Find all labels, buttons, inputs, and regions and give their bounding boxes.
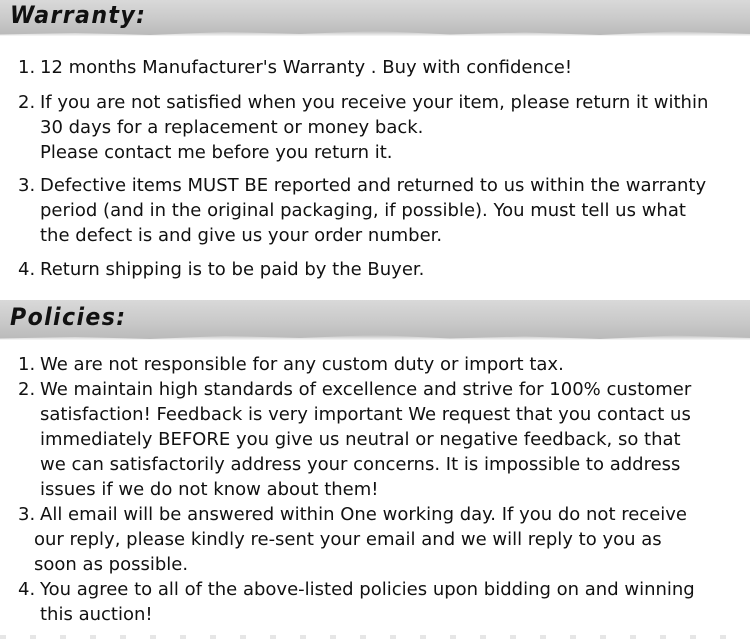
- policies-item-text: immediately BEFORE you give us neutral or negative feedback, so that: [40, 429, 681, 450]
- policies-item-number: 2.: [18, 379, 36, 400]
- policies-item-4: [18, 577, 738, 627]
- warranty-item-4: [18, 257, 738, 282]
- warranty-item-text: 30 days for a replacement or money back.: [40, 117, 424, 138]
- policies-item-3: [18, 502, 738, 577]
- warranty-item-number: 2.: [18, 92, 36, 113]
- bottom-divider: [0, 635, 750, 639]
- policies-item-text: We maintain high standards of excellence and strive for 100% customer: [40, 379, 692, 400]
- policies-item-text: this auction!: [40, 604, 153, 625]
- policies-heading: Policies:: [10, 303, 127, 331]
- warranty-heading: Warranty:: [10, 1, 147, 29]
- policies-item-number: 4.: [18, 579, 36, 600]
- warranty-item-text: Defective items MUST BE reported and returned to us within the warranty: [40, 175, 707, 196]
- warranty-item-number: 1.: [18, 57, 36, 78]
- warranty-item-text: Return shipping is to be paid by the Buyer.: [40, 259, 425, 280]
- warranty-item-text: 12 months Manufacturer's Warranty . Buy with confidence!: [40, 57, 573, 78]
- policies-item-number: 3.: [18, 504, 36, 525]
- policies-item-1: [18, 352, 738, 377]
- policies-item-text: our reply, please kindly re-sent your email and we will reply to you as: [34, 529, 662, 550]
- warranty-item-1: [18, 55, 738, 80]
- warranty-item-text: Please contact me before you return it.: [40, 142, 393, 163]
- policies-item-text: We are not responsible for any custom duty or import tax.: [40, 354, 564, 375]
- warranty-item-number: 4.: [18, 259, 36, 280]
- policies-item-number: 1.: [18, 354, 36, 375]
- warranty-item-text: If you are not satisfied when you receive your item, please return it within: [40, 92, 709, 113]
- policies-item-text: satisfaction! Feedback is very important We request that you contact us: [40, 404, 691, 425]
- policies-header-banner: [0, 300, 750, 340]
- policies-item-text: All email will be answered within One working day. If you do not receive: [40, 504, 687, 525]
- warranty-item-3: [18, 173, 738, 248]
- policies-item-text: issues if we do not know about them!: [40, 479, 379, 500]
- policies-item-text: soon as possible.: [34, 554, 189, 575]
- warranty-header-banner: [0, 0, 750, 36]
- policies-item-text: we can satisfactorily address your concerns. It is impossible to address: [40, 454, 681, 475]
- warranty-item-text: the defect is and give us your order number.: [40, 225, 443, 246]
- warranty-item-number: 3.: [18, 175, 36, 196]
- policies-item-text: You agree to all of the above-listed policies upon bidding on and winning: [40, 579, 695, 600]
- policies-item-2: [18, 377, 738, 502]
- warranty-item-2: [18, 90, 738, 165]
- warranty-item-text: period (and in the original packaging, if possible). You must tell us what: [40, 200, 686, 221]
